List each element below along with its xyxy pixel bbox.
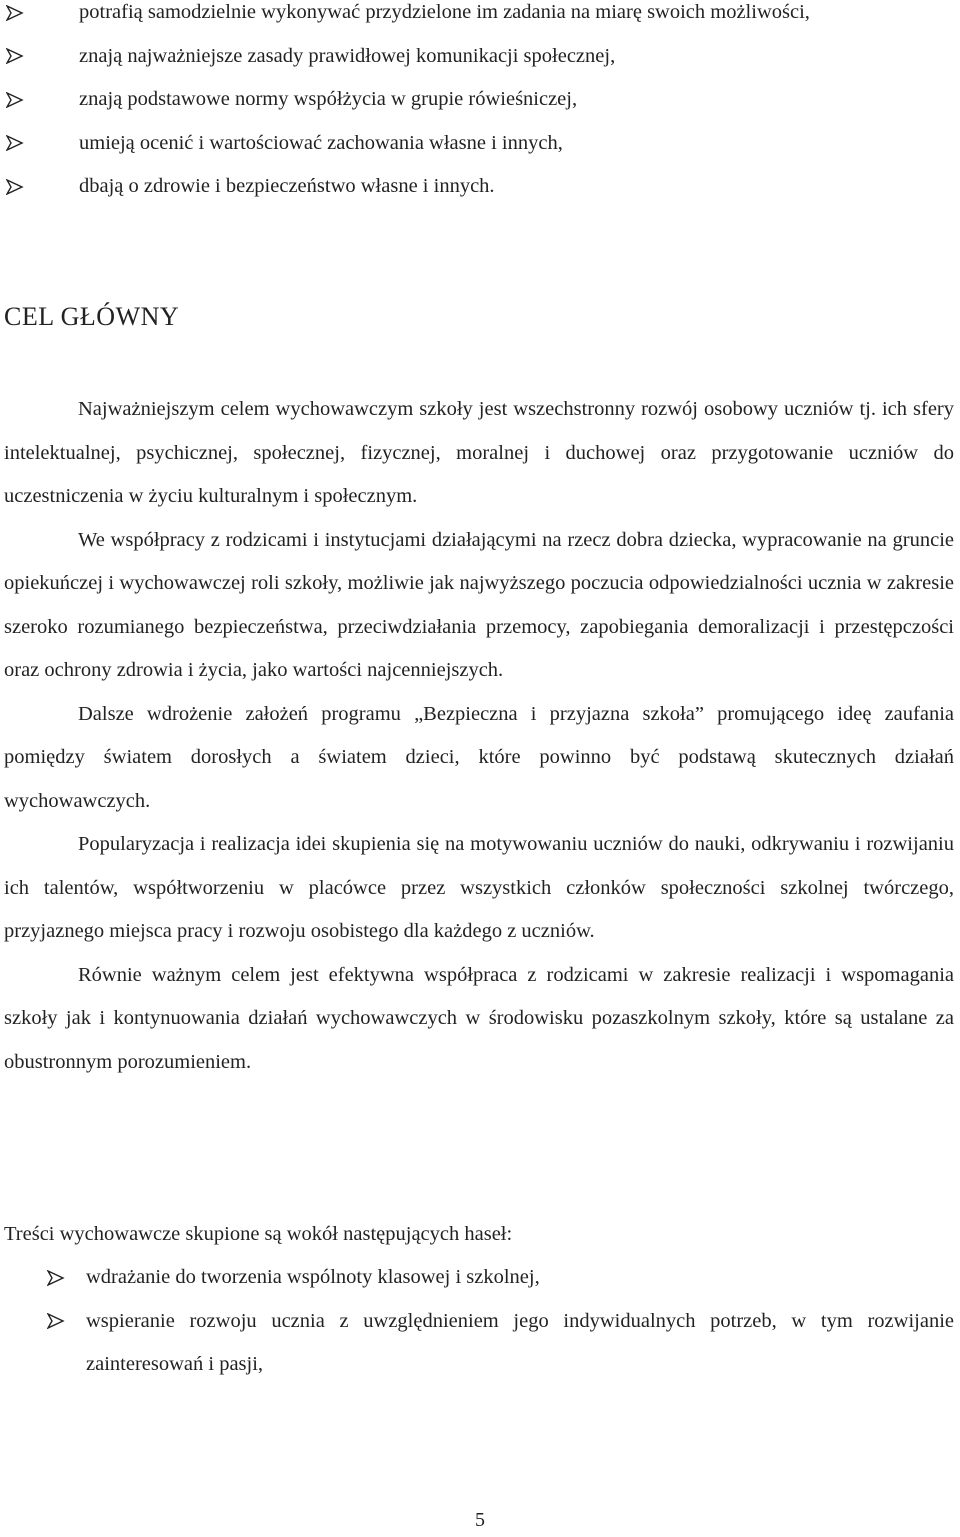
list-item	[0, 165, 960, 209]
content-intro: Treści wychowawcze skupione są wokół następujących haseł:	[4, 1223, 513, 1245]
paragraph-parents-cooperation: Równie ważnym celem jest efektywna współpraca z rodzicami w zakresie realizacji i wspomagania szkoły jak i kontynuowania działań wychowawczych w środowisku pozaszkolnym szkoły, które są ustalane za obustronnym porozumieniem.	[4, 963, 954, 1073]
list-item-text: znają najważniejsze zasady prawidłowej komunikacji społecznej,	[79, 44, 616, 67]
list-item	[0, 1256, 960, 1300]
paragraph-main-goal: Najważniejszym celem wychowawczym szkoły jest wszechstronny rozwój osobowy uczniów tj. ich sfery intelektualnej, psychicznej, społecznej, fizycznej, moralnej i duchowej oraz przygotowanie uczniów do uczestniczenia w życiu kulturalnym i społecznym.	[4, 398, 954, 507]
list-item	[0, 1300, 960, 1387]
list-item-text: wspieranie rozwoju ucznia z uwzględnieniem jego indywidualnych potrzeb, w tym rozwijanie zainteresowań i pasji,	[86, 1309, 954, 1375]
list-item-text: znają podstawowe normy współżycia w grupie rówieśniczej,	[79, 88, 578, 110]
list-item	[0, 35, 960, 79]
arrowhead-bullet-icon	[6, 35, 26, 79]
list-item-text: dbają o zdrowie i bezpieczeństwo własne i innych.	[79, 175, 495, 197]
paragraph-program: Dalsze wdrożenie założeń programu „Bezpieczna i przyjazna szkoła” promującego ideę zaufania pomiędzy światem dorosłych a światem dzieci, które powinno być podstawą skutecznych działań wychowawczych.	[4, 702, 954, 812]
body-text	[4, 388, 954, 1084]
arrowhead-bullet-icon	[6, 122, 26, 166]
list-item-text: umieją ocenić i wartościować zachowania własne i innych,	[79, 131, 563, 154]
bottom-bullet-list	[0, 1256, 960, 1387]
list-item	[0, 122, 960, 166]
arrowhead-bullet-icon	[6, 78, 26, 122]
list-item-text: wdrażanie do tworzenia wspólnoty klasowej i szkolnej,	[86, 1266, 540, 1288]
arrowhead-bullet-icon	[6, 0, 26, 35]
list-item	[0, 78, 960, 122]
section-heading: CEL GŁÓWNY	[4, 302, 180, 331]
arrowhead-bullet-icon	[47, 1256, 67, 1300]
list-item-text: potrafią samodzielnie wykonywać przydzielone im zadania na miarę swoich możliwości,	[79, 1, 810, 23]
arrowhead-bullet-icon	[6, 165, 26, 209]
list-item	[0, 0, 960, 35]
paragraph-cooperation: We współpracy z rodzicami i instytucjami działającymi na rzecz dobra dziecka, wypracowanie na gruncie opiekuńczej i wychowawczej roli szkoły, możliwie jak najwyższego poczucia odpowiedzialności ucznia w zakresie szeroko rozumianego bezpieczeństwa, przeciwdziałania przemocy, zapobiegania demoralizacji i przestępczości oraz ochrony zdrowia i życia, jako wartości najcenniejszych.	[4, 528, 954, 681]
arrowhead-bullet-icon	[47, 1300, 67, 1344]
top-bullet-list	[0, 0, 960, 209]
page-number: 5	[475, 1509, 485, 1531]
paragraph-popularization: Popularyzacja i realizacja idei skupienia się na motywowaniu uczniów do nauki, odkrywaniu i rozwijaniu ich talentów, współtworzeniu w placówce przez wszystkich członków społeczności szkolnej twórczego, przyjaznego miejsca pracy i rozwoju osobistego dla każdego z uczniów.	[4, 833, 954, 942]
